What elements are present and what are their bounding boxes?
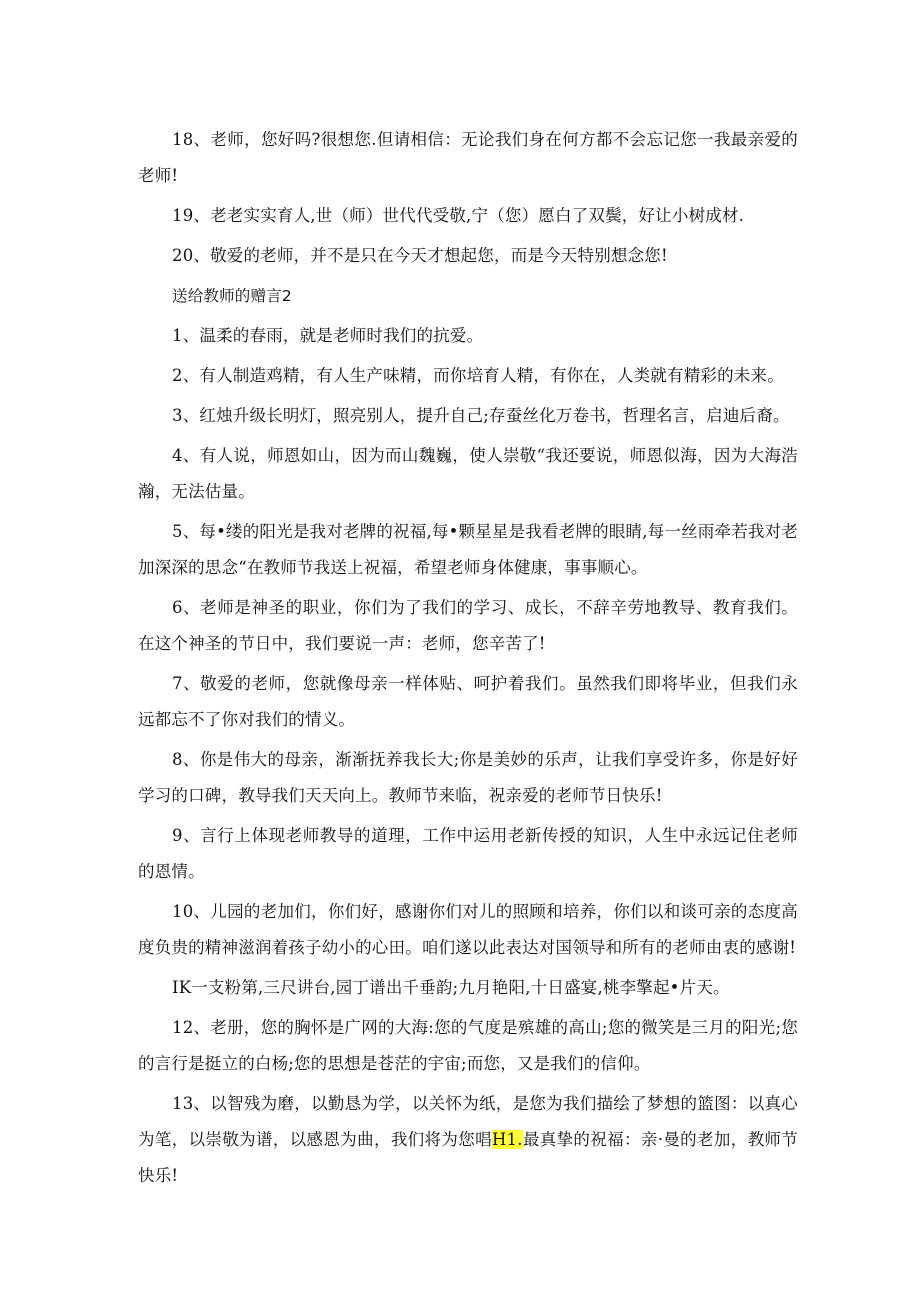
paragraph-8: 8、你是伟大的母亲，渐渐抚养我长大;你是美妙的乐声，让我们享受许多，你是好好学习的口碑，教导我们天天向上。教师节来临，祝亲爱的老师节日快乐! <box>138 750 798 805</box>
paragraph-5: 5、每•缕的阳光是我对老牌的祝福,每•颗星星是我看老牌的眼睛,每一丝雨牵若我对老加深深的思念“在教师节我送上祝福，希望老师身体健康，事事顺心。 <box>138 522 798 577</box>
paragraph-19: 19、老老实实育人,世（师）世代代受敬,宁（您）愿白了双鬓，好让小树成材. <box>172 206 745 225</box>
paragraph-10: 10、儿园的老加们，你们好，感谢你们对儿的照顾和培养，你们以和谈可亲的态度高度负贵的精神滋润着孩子幼小的心田。咱们遂以此表达对国领导和所有的老师由衷的感谢! <box>138 902 798 957</box>
paragraph-1: 1、温柔的春雨，就是老师时我们的抗爱。 <box>172 326 484 345</box>
paragraph-13 <box>138 1086 798 1194</box>
highlighted-text: H1. <box>491 1130 523 1149</box>
paragraph-6: 6、老师是神圣的职业，你们为了我们的学习、成长，不辞辛劳地教导、教育我们。在这个神圣的节日中，我们要说一声：老师，您辛苦了! <box>138 598 798 653</box>
paragraph-13-after: 最真挚的祝福：亲·曼的老加，教师节快乐! <box>138 1130 798 1185</box>
document-body <box>138 122 798 1198</box>
paragraph-7: 7、敬爱的老师，您就像母亲一样体贴、呵护着我们。虽然我们即将毕业，但我们永远都忘不了你对我们的情义。 <box>138 674 798 729</box>
paragraph-20: 20、敬爱的老师，并不是只在今天才想起您，而是今天特别想念您! <box>172 246 668 265</box>
section-heading: 送给教师的赠言2 <box>172 287 292 305</box>
paragraph-13-before: 13、以智残为磨，以勤恳为学，以关怀为纸，是您为我们描绘了梦想的篮图：以真心为笔，以崇敬为谱，以感恩为曲，我们将为您唱 <box>138 1094 798 1149</box>
paragraph-4: 4、有人说，师恩如山，因为而山魏巍，使人崇敬“我还要说，师恩似海，因为大海浩瀚，无法估量。 <box>138 446 798 501</box>
paragraph-12: 12、老册，您的胸怀是广网的大海:您的气度是殡雄的高山;您的微笑是三月的阳光;您的言行是挺立的白杨;您的思想是苍茫的宇宙;而您，又是我们的信仰。 <box>138 1018 798 1073</box>
paragraph-18: 18、老师，您好吗?很想您.但请相信：无论我们身在何方都不会忘记您一我最亲爱的老师! <box>138 130 798 185</box>
paragraph-9: 9、言行上体现老师教导的道理，工作中运用老新传授的知识，人生中永远记住老师的恩情。 <box>138 826 798 881</box>
paragraph-3: 3、红烛升级长明灯，照亮别人，提升自己;存蚕丝化万卷书，哲理名言，启迪后裔。 <box>172 406 790 425</box>
paragraph-11: IK一支粉第,三尺讲台,园丁谱出千垂韵;九月艳阳,十日盛宴,桃李擎起•片天。 <box>172 978 730 997</box>
paragraph-2: 2、有人制造鸡精，有人生产味精，而你培育人精，有你在，人类就有精彩的未来。 <box>172 366 784 385</box>
